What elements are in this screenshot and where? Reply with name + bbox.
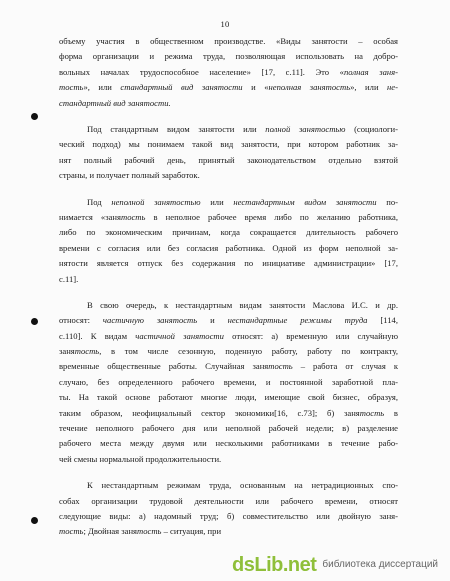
watermark-logo: dsLib.net bbox=[232, 554, 317, 576]
text-line: В свою очередь, к нестандартным видам занятости Маслова И.С. и др. bbox=[87, 299, 398, 310]
paragraph-gap bbox=[59, 111, 398, 122]
text-line: объему участия в общественном производстве. «Виды занятости – особая bbox=[59, 36, 398, 46]
text-line: случаю, без определенного рабочего времени, и постоянной заработной пла- bbox=[59, 376, 398, 387]
text-line: нятости является отпуск без содержания по инициативе администрации» [17, bbox=[59, 258, 398, 269]
text-line: нимается «занятость в неполное рабочее время либо по желанию работника, bbox=[59, 211, 398, 222]
watermark bbox=[232, 555, 438, 575]
text-line: собах организации трудовой деятельности или рабочего времени, относят bbox=[59, 495, 398, 506]
text-line: Под неполной занятостью или нестандартным видом занятости по- bbox=[87, 196, 398, 207]
page-number: 10 bbox=[220, 19, 230, 29]
punch-hole-top bbox=[31, 113, 38, 120]
paragraph-gap bbox=[59, 184, 398, 195]
text-line: занятость, в том числе сезонную, поденную работу, работу по контракту, bbox=[59, 346, 398, 357]
body-text bbox=[59, 34, 398, 540]
text-line: форма организации и режима труда, позволяющая использовать на добро- bbox=[59, 51, 398, 62]
text-line: следующие виды: а) надомный труд; б) совместительство или двойную заня- bbox=[59, 511, 398, 521]
text-line: стандартный вид занятости. bbox=[59, 97, 171, 108]
punch-hole-middle bbox=[31, 318, 38, 325]
text-line: с.110]. К видам частичной занятости относят: а) временную или случайную bbox=[59, 330, 398, 341]
watermark-caption: библиотека диссертаций bbox=[322, 559, 438, 570]
text-line: ты. На такой основе работают многие люди, имеющие свой бизнес, образуя, bbox=[59, 392, 398, 403]
text-line: ческий подход) мы понимаем такой вид занятости, при котором работник за- bbox=[59, 139, 398, 150]
text-line: тость; Двойная занятость – ситуация, при bbox=[59, 526, 222, 537]
text-line: тость», или стандартный вид занятости и «неполная занятость», или не- bbox=[59, 82, 398, 93]
text-line: К нестандартным режимам труда, основанным на нетрадиционных спо- bbox=[87, 480, 398, 491]
text-line: с.11]. bbox=[59, 273, 79, 284]
text-line: относят: частичную занятость и нестандартные режимы труда [114, bbox=[59, 315, 398, 326]
text-line: нят полный рабочий день, принятый законодательством отдельно взятой bbox=[59, 154, 398, 165]
text-line: течение неполного рабочего дня или неполной рабочей недели; в) разделение bbox=[59, 423, 398, 434]
text-line: страны, и получает полный заработок. bbox=[59, 170, 200, 181]
text-line: времени с согласия или без согласия работника. Одной из форм неполной за- bbox=[59, 242, 398, 253]
text-line: либо по экономическим причинам, когда сокращается длительность рабочего bbox=[59, 227, 398, 238]
text-line: временные общественные работы. Случайная занятость – работа от случая к bbox=[59, 361, 398, 372]
text-line: Под стандартным видом занятости или полной занятостью (социологи- bbox=[87, 123, 398, 134]
paragraph-gap bbox=[59, 467, 398, 478]
paragraph-gap bbox=[59, 287, 398, 298]
text-line: чей смены нормальной продолжительности. bbox=[59, 453, 222, 464]
text-line: вольных началах трудоспособное население» [17, с.11]. Это «полная заня- bbox=[59, 66, 398, 77]
text-line: таким образом, неофициальный сектор экономики[16, с.73]; б) занятость в bbox=[59, 407, 398, 418]
punch-hole-bottom bbox=[31, 517, 38, 524]
text-line: рабочего места между двумя или несколькими работниками в течение рабо- bbox=[59, 438, 398, 449]
